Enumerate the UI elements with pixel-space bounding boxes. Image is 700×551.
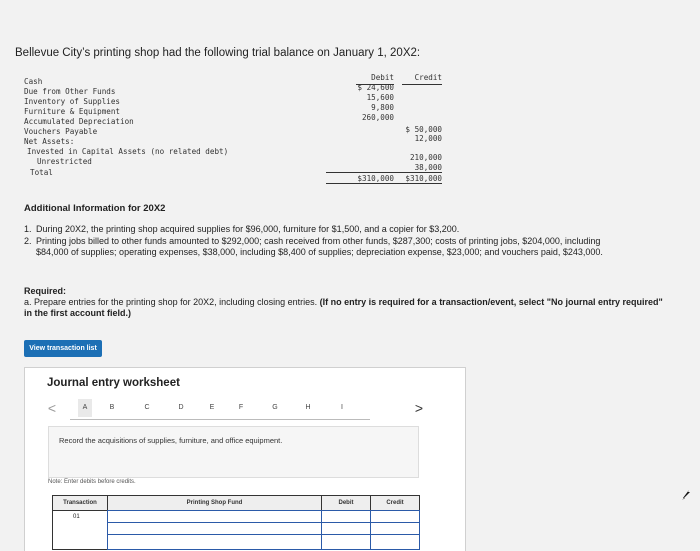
- required-text: a. Prepare entries for the printing shop for 20X2, including closing entries.: [24, 297, 320, 307]
- next-arrow-icon[interactable]: >: [414, 400, 424, 416]
- tb-debit-due: 15,600: [366, 93, 394, 102]
- tab-underline: [70, 419, 370, 420]
- instruction-text: Record the acquisitions of supplies, furniture, and office equipment.: [59, 436, 283, 445]
- transaction-cell: 01: [52, 510, 108, 550]
- tab-f[interactable]: F: [238, 404, 244, 411]
- tab-g[interactable]: G: [272, 404, 278, 411]
- tb-label-vouchers: Vouchers Payable: [24, 127, 98, 136]
- entry-note: Note: Enter debits before credits.: [48, 479, 136, 485]
- debit-header: Debit: [371, 73, 394, 82]
- mouse-cursor-icon: [680, 489, 692, 501]
- tab-c[interactable]: C: [144, 404, 150, 411]
- tb-credit-invested: 210,000: [409, 153, 442, 162]
- list-item: [24, 236, 634, 259]
- col-credit: Credit: [370, 495, 420, 511]
- additional-info-title: Additional Information for 20X2: [24, 203, 166, 214]
- tab-e[interactable]: E: [209, 404, 215, 411]
- prev-arrow-icon[interactable]: <: [47, 400, 57, 416]
- tab-d[interactable]: D: [178, 404, 184, 411]
- tb-credit-accum-dep: $ 50,000: [405, 125, 442, 134]
- tb-label-total: Total: [30, 168, 53, 177]
- tb-label-furniture: Furniture & Equipment: [24, 107, 121, 116]
- list-item: [24, 224, 634, 236]
- tb-debit-cash: $ 24,600: [357, 83, 394, 92]
- required-instruction: (If no entry is required for a transaction/event, select "No journal entry required" in the first account field.): [24, 297, 663, 318]
- total-rule-credit: [374, 172, 442, 173]
- tb-label-cash: Cash: [24, 77, 43, 86]
- tab-b[interactable]: B: [109, 404, 115, 411]
- required-label: Required:: [24, 286, 67, 296]
- trial-balance: [24, 69, 442, 185]
- tb-label-due: Due from Other Funds: [24, 87, 116, 96]
- tb-credit-total: $310,000: [405, 174, 442, 183]
- tb-label-unrestricted: Unrestricted: [37, 157, 92, 166]
- tab-a[interactable]: A: [78, 399, 92, 417]
- tb-credit-vouchers: 12,000: [414, 134, 442, 143]
- tb-debit-inventory: 9,800: [371, 103, 394, 112]
- problem-intro: Bellevue City’s printing shop had the following trial balance on January 1, 20X2:: [15, 47, 421, 59]
- total-double-rule-credit: [374, 183, 442, 184]
- credit-header: Credit: [414, 73, 442, 82]
- tb-label-accum-dep: Accumulated Depreciation: [24, 117, 134, 126]
- col-transaction: Transaction: [52, 495, 108, 511]
- journal-table: [52, 495, 420, 550]
- col-fund: Printing Shop Fund: [107, 495, 322, 511]
- account-select[interactable]: [107, 534, 322, 550]
- item-number: 2.: [24, 235, 32, 246]
- worksheet-title: Journal entry worksheet: [47, 377, 180, 389]
- required-section: [24, 286, 664, 319]
- additional-info-list: [24, 224, 634, 259]
- tb-credit-unrestricted: 38,000: [414, 163, 442, 172]
- view-transaction-list-button[interactable]: View transaction list: [24, 340, 102, 357]
- tab-h[interactable]: H: [305, 404, 311, 411]
- item-text: During 20X2, the printing shop acquired supplies for $96,000, furniture for $1,500, and a copier for $3,200.: [36, 224, 460, 234]
- credit-input[interactable]: [370, 534, 420, 550]
- tab-i[interactable]: I: [341, 404, 343, 411]
- tb-label-inventory: Inventory of Supplies: [24, 97, 121, 106]
- credit-header-rule: [402, 84, 442, 85]
- worksheet-tabs: [47, 399, 439, 421]
- col-debit: Debit: [321, 495, 371, 511]
- item-number: 1.: [24, 224, 32, 234]
- instruction-box: [48, 426, 419, 478]
- tb-label-invested: Invested in Capital Assets (no related debt): [27, 147, 229, 156]
- tb-debit-total: $310,000: [357, 174, 394, 183]
- tb-label-net-assets: Net Assets:: [24, 137, 75, 146]
- debit-input[interactable]: [321, 534, 371, 550]
- item-text: Printing jobs billed to other funds amounted to $292,000; cash received from other funds, $287,300; costs of printing jobs, $204,000, including $84,000 of supplies; operating expenses, $38,000, including $8,400 of supplies; depreciation expense, $23,000; and vouchers paid, $243,000.: [36, 235, 603, 257]
- tb-debit-furniture: 260,000: [361, 113, 394, 122]
